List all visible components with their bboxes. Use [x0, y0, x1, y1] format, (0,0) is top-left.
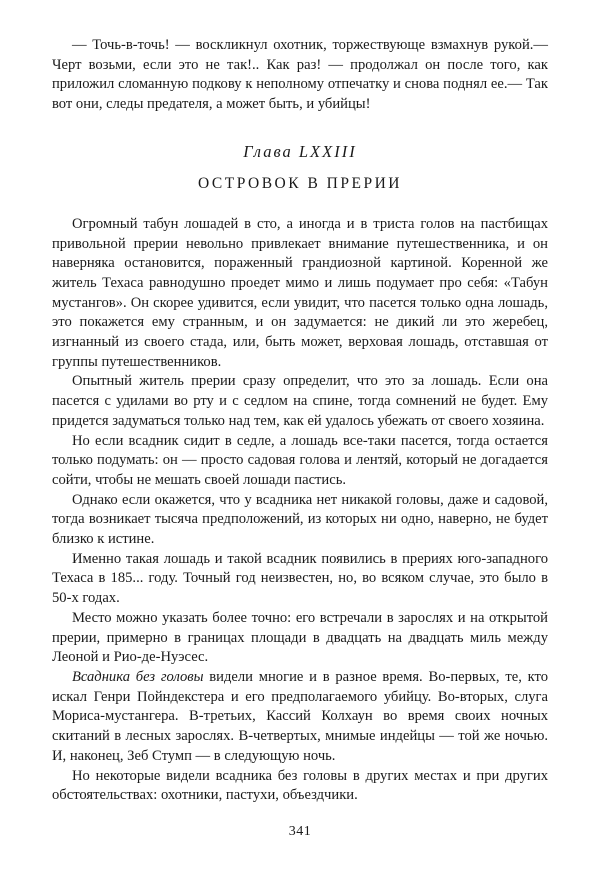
paragraph-7-rest: видели многие и в разное время. Во-первых, те, кто искал Генри Пойндекстера и его предполагаемого убийцу. Во-вторых, слуга Мориса-мустангера. В-третьих, Кассий Колхаун во время своих ночных скитаний в лесных зарослях. В-четвертых, мнимые индейцы — той же ночью. И, наконец, Зеб Стумп — в следующую ночь.	[52, 668, 548, 764]
chapter-heading	[52, 141, 548, 195]
paragraph-5: Именно такая лошадь и такой всадник появились в прериях юго-западного Техаса в 185... году. Точный год неизвестен, но, во всяком случае, это было в 50-х годах.	[52, 550, 548, 607]
paragraph-2: Опытный житель прерии сразу определит, что это за лошадь. Если она пасется с удилами во рту и с седлом на спине, тогда сомнений не будет. Ему придется задуматься только над тем, как ей удалось убежать от своего хозяина.	[52, 373, 548, 429]
paragraph-8: Но некоторые видели всадника без головы в других местах и при других обстоятельствах: охотники, пастухи, объездчики.	[52, 767, 548, 804]
paragraph-4: Однако если окажется, что у всадника нет никакой головы, даже и садовой, тогда возникает тысяча предположений, из которых ни одно, наверно, не будет близко к истине.	[52, 491, 548, 548]
chapter-number: Глава LXXIII	[243, 141, 357, 161]
paragraph-3: Но если всадник сидит в седле, а лошадь все-таки пасется, тогда остается только подумать: он — просто садовая голова и лентяй, который не догадается сойти, чтобы не мешать своей лошади пастись.	[52, 432, 548, 488]
chapter-title: ОСТРОВОК В ПРЕРИИ	[198, 174, 402, 192]
book-page	[52, 36, 548, 886]
paragraph-7-italic-lead: Всадника без головы	[72, 668, 204, 685]
paragraph-6: Место можно указать более точно: его встречали в зарослях и на открытой прерии, примерно в границах площади в двадцать на двадцать миль между Леоной и Рио-де-Нуэсес.	[52, 609, 548, 666]
paragraph-1: Огромный табун лошадей в сто, а иногда и в триста голов на пастбищах привольной прерии невольно привлекает внимание путешественника, и он наверняка остановится, пораженный грандиозной картиной. Коренной же житель Техаса равнодушно проедет мимо и лишь подумает про себя: «Табун мустангов». Он скорее удивится, если увидит, что пасется только одна лошадь, это покажется ему странным, и он задумается: не дикий ли это жеребец, изгнанный из своего стада, или, быть может, верховая лошадь, отставшая от группы путешественников.	[52, 215, 548, 370]
page-number: 341	[288, 824, 312, 839]
intro-paragraph: — Точь-в-точь! — воскликнул охотник, торжествующе взмахнув рукой.— Черт возьми, если это не так!.. Как раз! — продолжал он после того, как приложил сломанную подкову к неполному отпечатку и снова поднял ее.— Так вот они, следы предателя, а может быть, и убийцы!	[52, 37, 548, 113]
paragraph-7	[52, 668, 548, 767]
